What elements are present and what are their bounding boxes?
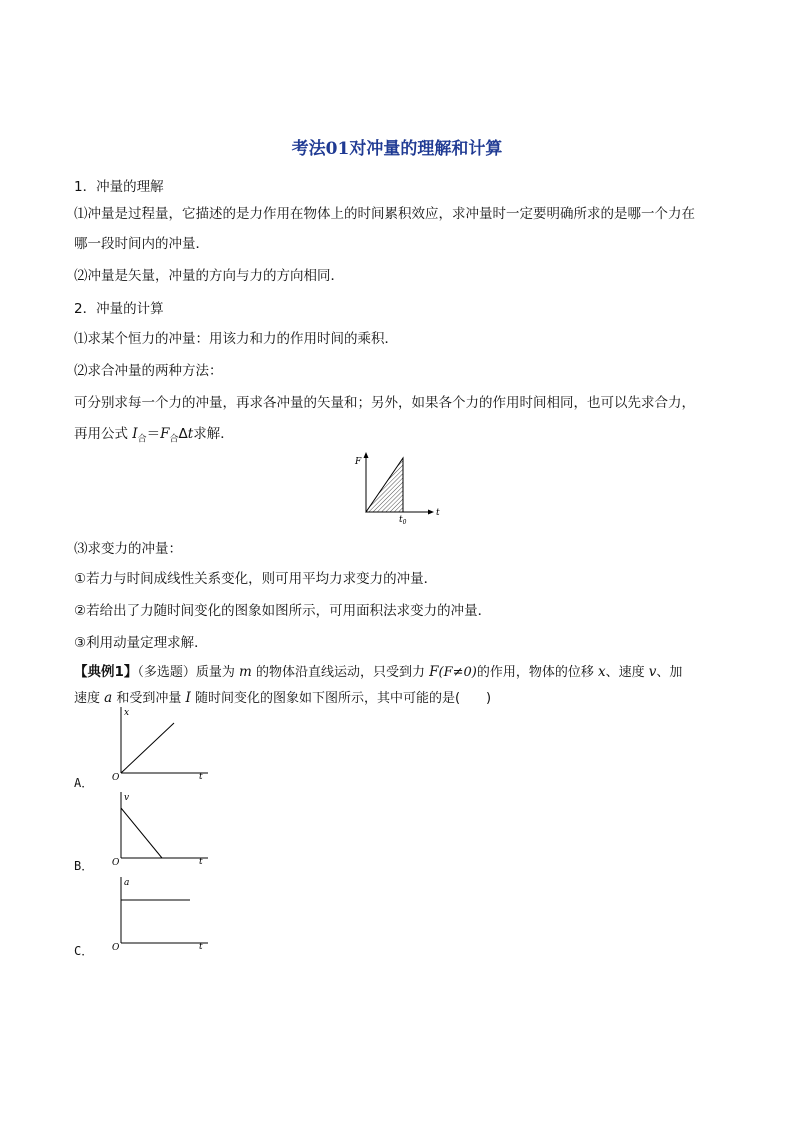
section-1-paragraph-2: ⑵冲量是矢量，冲量的方向与力的方向相同． (74, 268, 344, 284)
section-1-paragraph-1b: 哪一段时间内的冲量． (74, 236, 209, 252)
section-1-heading: 1．冲量的理解 (74, 179, 164, 195)
graph-b-y-label: v (124, 793, 130, 803)
section-2-heading: 2．冲量的计算 (74, 301, 164, 317)
figure-x-arrow (428, 510, 434, 515)
graph-a-y-label: x (124, 708, 130, 718)
section-1-paragraph-1a: ⑴冲量是过程量，它描述的是力作用在物体上的时间累积效应，求冲量时一定要明确所求的是哪一个力在 (74, 206, 695, 222)
graph-b-line (121, 808, 162, 858)
option-c-label: C． (74, 944, 94, 958)
figure-x-label: t (436, 508, 440, 518)
section-2-formula-line (74, 424, 234, 450)
formula-time-symbol: t (187, 426, 194, 442)
section-2-paragraph-2: ⑵求合冲量的两种方法： (74, 363, 223, 379)
formula-sub-1: 合 (137, 434, 147, 445)
formula-force-symbol: F (160, 426, 170, 442)
option-b-graph (110, 790, 210, 870)
example-tag: 【典例1】 (74, 664, 138, 680)
graph-a-origin: O (112, 773, 120, 783)
example-line-2: 速度 a 和受到冲量 I 随时间变化的图象如下图所示，其中可能的是( ) (74, 690, 492, 706)
option-a-label: A． (74, 776, 94, 790)
figure-y-arrow (364, 452, 369, 458)
option-b-label: B． (74, 859, 94, 873)
graph-a-line (121, 723, 174, 773)
graph-c-x-label: t (199, 942, 203, 952)
section-3-item-1: ①若力与时间成线性关系变化，则可用平均力求变力的冲量． (74, 571, 438, 587)
graph-a-x-label: t (199, 772, 203, 782)
figure-y-label: F (355, 457, 362, 467)
section-3-heading: ⑶求变力的冲量： (74, 541, 182, 557)
graph-c-origin: O (112, 943, 120, 953)
formula-suffix: 求解． (193, 426, 234, 442)
figure-shaded-triangle (366, 458, 403, 512)
formula-impulse-symbol: I (132, 426, 138, 442)
graph-b-origin: O (112, 858, 120, 868)
section-2-paragraph-1: ⑴求某个恒力的冲量：用该力和力的作用时间的乘积． (74, 331, 398, 347)
section-2-paragraph-3: 可分别求每一个力的冲量，再求各冲量的矢量和；另外，如果各个力的作用时间相同，也可以先求合力， (74, 395, 695, 411)
example-line-1: 【典例1】（多选题）质量为 m 的物体沿直线运动，只受到力 F(F≠0)的作用，物体的位移 x、速度 v、加 (74, 664, 683, 680)
option-a-graph (110, 705, 210, 785)
page-title: 考法01对冲量的理解和计算 (291, 139, 503, 159)
section-3-item-3: ③利用动量定理求解． (74, 635, 208, 651)
figure-t0-label: $t_0$ (399, 515, 407, 526)
section-3-item-2: ②若给出了力随时间变化的图象如图所示，可用面积法求变力的冲量． (74, 603, 492, 619)
formula-sub-2: 合 (169, 434, 179, 445)
graph-c-y-label: a (124, 878, 130, 888)
graph-b-x-label: t (199, 857, 203, 867)
force-time-figure (352, 452, 444, 526)
formula-equals: ＝ (146, 426, 161, 442)
formula-prefix: 再用公式 (74, 426, 133, 442)
formula-delta: Δ (178, 426, 188, 442)
option-c-graph (110, 875, 210, 955)
